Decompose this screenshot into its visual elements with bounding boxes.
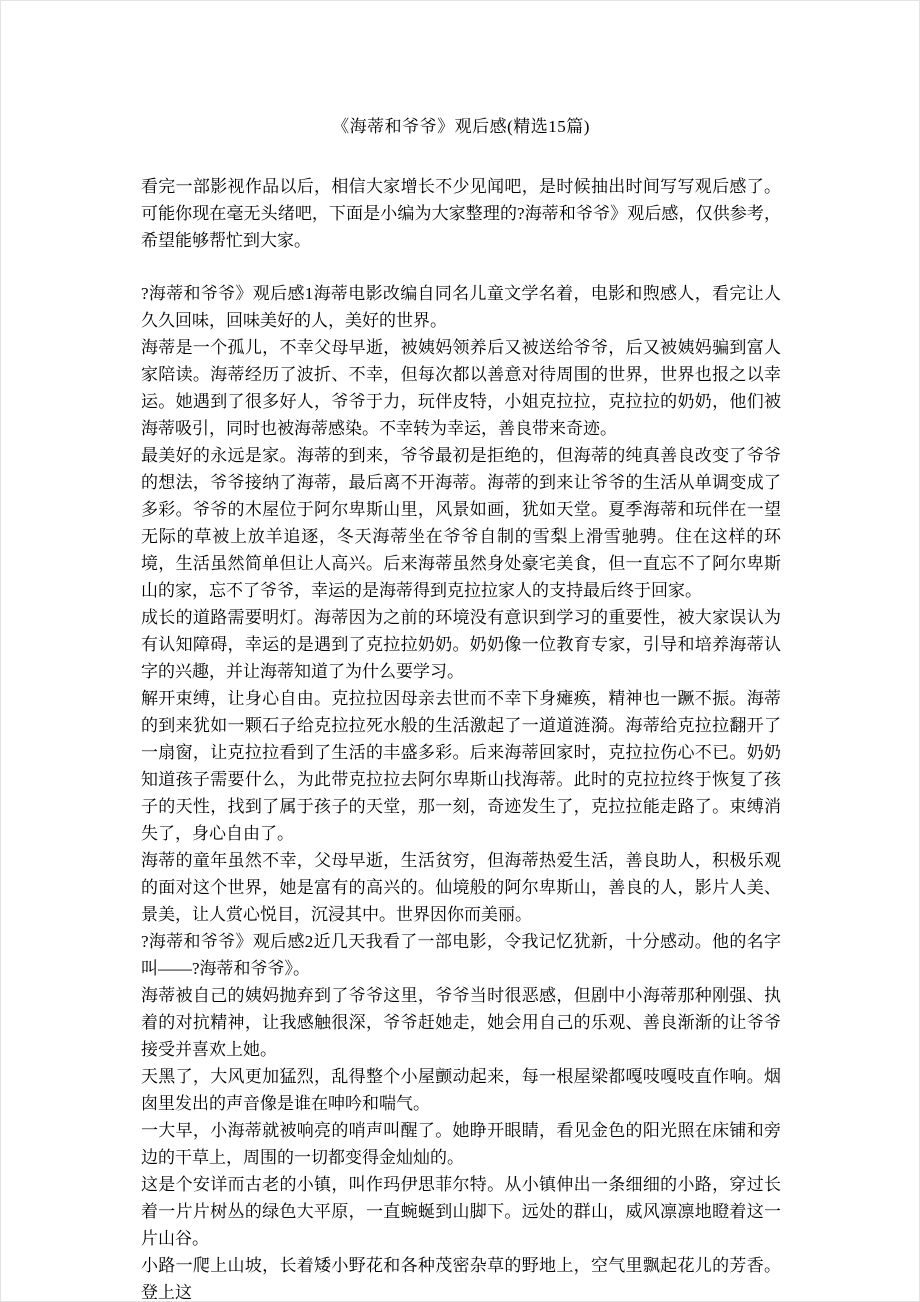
document-title: 《海蒂和爷爷》观后感(精选15篇) bbox=[332, 117, 590, 136]
paragraph: 天黑了，大风更加猛烈，乱得整个小屋颤动起来，每一根屋梁都嘎吱嘎吱直作响。烟囱里发出的声音像是谁在呻吟和喘气。 bbox=[141, 1067, 781, 1113]
paragraph: 海蒂的童年虽然不幸，父母早逝，生活贫穷，但海蒂热爱生活，善良助人，积极乐观的面对这个世界，她是富有的高兴的。仙境般的阿尔卑斯山，善良的人，影片人美、景美，让人赏心悦目，沉浸其中。世界因你而美丽。 bbox=[141, 851, 781, 924]
paragraph: 成长的道路需要明灯。海蒂因为之前的环境没有意识到学习的重要性，被大家误认为有认知障碍，幸运的是遇到了克拉拉奶奶。奶奶像一位教育专家，引导和培养海蒂认字的兴趣，并让海蒂知道了为什么要学习。 bbox=[141, 608, 781, 681]
paragraph-review1-opening: ?海蒂和爷爷》观后感1海蒂电影改编自同名儿童文学名着，电影和煦感人，看完让人久久回味，回味美好的人，美好的世界。 bbox=[141, 284, 781, 330]
paragraph-intro: 看完一部影视作品以后，相信大家增长不少见闻吧，是时候抽出时间写写观后感了。可能你现在毫无头绪吧，下面是小编为大家整理的?海蒂和爷爷》观后感，仅供参考，希望能够帮忙到大家。 bbox=[141, 177, 781, 250]
paragraph-truncated: 小路一爬上山坡，长着矮小野花和各种茂密杂草的野地上，空气里飘起花儿的芳香。登上这 bbox=[141, 1256, 781, 1302]
paragraph-review2-opening: ?海蒂和爷爷》观后感2近几天我看了一部电影，令我记忆犹新，十分感动。他的名字叫——?海蒂和爷爷》。 bbox=[141, 932, 781, 978]
paragraph: 这是个安详而古老的小镇，叫作玛伊思菲尔特。从小镇伸出一条细细的小路，穿过长着一片片树丛的绿色大平原，一直蜿蜒到山脚下。远处的群山，威风凛凛地瞪着这一片山谷。 bbox=[141, 1175, 781, 1248]
paragraph: 一大早，小海蒂就被响亮的哨声叫醒了。她睁开眼睛，看见金色的阳光照在床铺和旁边的干草上，周围的一切都变得金灿灿的。 bbox=[141, 1121, 781, 1167]
paragraph: 海蒂是一个孤儿，不幸父母早逝，被姨妈领养后又被送给爷爷，后又被姨妈骗到富人家陪读。海蒂经历了波折、不幸，但每次都以善意对待周围的世界，世界也报之以幸运。她遇到了很多好人，爷爷于力，玩伴皮特，小姐克拉拉，克拉拉的奶奶，他们被海蒂吸引，同时也被海蒂感染。不幸转为幸运，善良带来奇迹。 bbox=[141, 338, 781, 438]
paragraph: 最美好的永远是家。海蒂的到来，爷爷最初是拒绝的，但海蒂的纯真善良改变了爷爷的想法，爷爷接纳了海蒂，最后离不开海蒂。海蒂的到来让爷爷的生活从单调变成了多彩。爷爷的木屋位于阿尔卑斯山里，风景如画，犹如天堂。夏季海蒂和玩伴在一望无际的草被上放羊追逐，冬天海蒂坐在爷爷自制的雪梨上滑雪驰骋。住在这样的环境，生活虽然简单但让人高兴。后来海蒂虽然身处豪宅美食，但一直忘不了阿尔卑斯山的家，忘不了爷爷，幸运的是海蒂得到克拉拉家人的支持最后终于回家。 bbox=[141, 446, 781, 600]
paragraph: 海蒂被自己的姨妈抛弃到了爷爷这里，爷爷当时很恶感，但剧中小海蒂那种刚强、执着的对抗精神，让我感触很深，爷爷赶她走，她会用自己的乐观、善良渐渐的让爷爷接受并喜欢上她。 bbox=[141, 986, 781, 1059]
paragraph: 解开束缚，让身心自由。克拉拉因母亲去世而不幸下身瘫痪，精神也一蹶不振。海蒂的到来犹如一颗石子给克拉拉死水般的生活激起了一道道涟漪。海蒂给克拉拉翻开了一扇窗，让克拉拉看到了生活的丰盛多彩。后来海蒂回家时，克拉拉伤心不已。奶奶知道孩子需要什么，为此带克拉拉去阿尔卑斯山找海蒂。此时的克拉拉终于恢复了孩子的天性，找到了属于孩子的天堂，那一刻，奇迹发生了，克拉拉能走路了。束缚消失了，身心自由了。 bbox=[141, 689, 781, 843]
